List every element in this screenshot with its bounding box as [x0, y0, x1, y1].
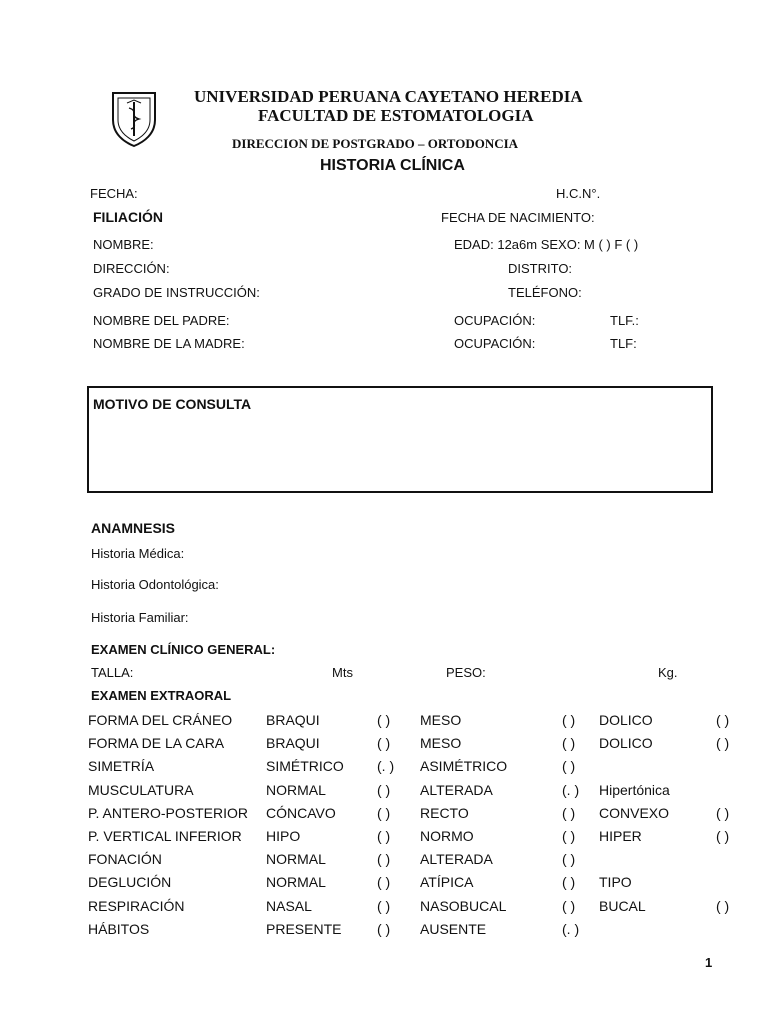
hcn-label: H.C.N°. [556, 186, 601, 201]
option-2-label: RECTO [420, 804, 469, 821]
option-3-checkbox[interactable]: ( ) [716, 804, 730, 821]
examen-extraoral-heading: EXAMEN EXTRAORAL [91, 688, 232, 703]
option-3-label: DOLICO [599, 712, 653, 728]
option-1-checkbox[interactable]: ( ) [377, 781, 391, 798]
university-name: UNIVERSIDAD PERUANA CAYETANO HEREDIA [194, 87, 583, 106]
option-2-label: MESO [420, 735, 462, 752]
option-1-checkbox[interactable]: ( ) [377, 828, 391, 844]
anamnesis-heading: ANAMNESIS [91, 520, 176, 536]
fecha-label: FECHA: [90, 186, 138, 201]
option-3-checkbox[interactable]: ( ) [716, 828, 730, 844]
filiacion-heading: FILIACIÓN [93, 209, 163, 225]
option-3-label: HIPER [599, 828, 642, 844]
option-2-checkbox[interactable]: (. ) [562, 781, 580, 798]
option-3-label: TIPO [599, 874, 632, 891]
option-1-label: HIPO [266, 828, 301, 844]
option-2-label: NASOBUCAL [420, 897, 507, 914]
option-2-label: ALTERADA [420, 851, 493, 868]
direccion-label: DIRECCIÓN: [93, 261, 170, 276]
option-2-checkbox[interactable]: ( ) [562, 874, 576, 891]
option-1-checkbox[interactable]: ( ) [377, 804, 391, 821]
extraoral-row [0, 851, 768, 869]
option-1-checkbox[interactable]: ( ) [377, 851, 391, 868]
option-3-label: CONVEXO [599, 804, 670, 821]
option-3-checkbox[interactable]: ( ) [716, 897, 730, 914]
option-1-label: SIMÉTRICO [266, 758, 344, 775]
option-3-label: DOLICO [599, 735, 653, 752]
telefono-label: TELÉFONO: [508, 285, 582, 300]
extraoral-row [0, 782, 768, 800]
extraoral-row-label: FONACIÓN [88, 851, 162, 868]
option-1-checkbox[interactable]: ( ) [377, 735, 391, 752]
extraoral-row [0, 828, 768, 846]
extraoral-row-label: FORMA DE LA CARA [88, 735, 225, 752]
extraoral-row-label: MUSCULATURA [88, 781, 194, 798]
option-1-label: NORMAL [266, 851, 326, 868]
option-2-label: ALTERADA [420, 781, 493, 798]
grado-instruccion-label: GRADO DE INSTRUCCIÓN: [93, 285, 260, 300]
faculty-name: FACULTAD DE ESTOMATOLOGIA [258, 106, 534, 125]
historia-medica-label: Historia Médica: [91, 546, 185, 561]
option-2-checkbox[interactable]: ( ) [562, 828, 576, 844]
option-2-label: ATÍPICA [420, 874, 474, 891]
option-1-label: NASAL [266, 897, 312, 914]
nombre-madre-label: NOMBRE DE LA MADRE: [93, 336, 245, 351]
extraoral-row-label: P. ANTERO-POSTERIOR [88, 804, 248, 821]
motivo-consulta-title: MOTIVO DE CONSULTA [93, 396, 252, 412]
extraoral-row-label: P. VERTICAL INFERIOR [88, 828, 242, 844]
option-1-checkbox[interactable]: (. ) [377, 758, 395, 775]
nombre-label: NOMBRE: [93, 237, 154, 252]
option-3-label: BUCAL [599, 897, 646, 914]
option-1-label: BRAQUI [266, 735, 320, 752]
option-2-checkbox[interactable]: ( ) [562, 758, 576, 775]
option-2-checkbox[interactable]: ( ) [562, 712, 576, 728]
tlf-madre-label: TLF: [610, 336, 637, 351]
option-1-label: BRAQUI [266, 712, 320, 728]
ocupacion-madre-label: OCUPACIÓN: [454, 336, 536, 351]
option-2-checkbox[interactable]: ( ) [562, 897, 576, 914]
option-1-checkbox[interactable]: ( ) [377, 897, 391, 914]
mts-unit: Mts [332, 665, 353, 680]
edad-sexo-label: EDAD: 12a6m SEXO: M ( ) F ( ) [454, 237, 639, 252]
nombre-padre-label: NOMBRE DEL PADRE: [93, 313, 230, 328]
extraoral-row-label: SIMETRÍA [88, 758, 155, 775]
motivo-consulta-box[interactable] [87, 386, 713, 493]
extraoral-row [0, 874, 768, 892]
option-3-label: Hipertónica [599, 781, 670, 798]
historia-odontologica-label: Historia Odontológica: [91, 577, 219, 592]
kg-unit: Kg. [658, 665, 678, 680]
extraoral-row-label: FORMA DEL CRÁNEO [88, 712, 233, 728]
option-2-label: NORMO [420, 828, 474, 844]
option-2-checkbox[interactable]: ( ) [562, 804, 576, 821]
option-2-label: ASIMÉTRICO [420, 758, 508, 775]
extraoral-row-label: RESPIRACIÓN [88, 897, 185, 914]
extraoral-row [0, 805, 768, 823]
examen-general-heading: EXAMEN CLÍNICO GENERAL: [91, 642, 276, 657]
option-1-checkbox[interactable]: ( ) [377, 874, 391, 891]
option-1-label: CÓNCAVO [266, 804, 336, 821]
option-1-label: PRESENTE [266, 920, 342, 937]
option-3-checkbox[interactable]: ( ) [716, 712, 730, 728]
option-1-checkbox[interactable]: ( ) [377, 920, 391, 937]
option-2-checkbox[interactable]: (. ) [562, 920, 580, 937]
talla-label: TALLA: [91, 665, 134, 680]
extraoral-row-label: DEGLUCIÓN [88, 874, 172, 891]
option-2-checkbox[interactable]: ( ) [562, 735, 576, 752]
fecha-nacimiento-label: FECHA DE NACIMIENTO: [441, 210, 595, 225]
page-title: HISTORIA CLÍNICA [320, 157, 465, 174]
option-3-checkbox[interactable]: ( ) [716, 735, 730, 752]
distrito-label: DISTRITO: [508, 261, 573, 276]
direction-name: DIRECCION DE POSTGRADO – ORTODONCIA [232, 136, 519, 151]
option-1-checkbox[interactable]: ( ) [377, 712, 391, 728]
extraoral-row [0, 758, 768, 776]
option-2-label: AUSENTE [420, 920, 487, 937]
extraoral-row [0, 712, 768, 730]
historia-familiar-label: Historia Familiar: [91, 610, 189, 625]
page-number: 1 [705, 955, 713, 970]
option-2-label: MESO [420, 712, 462, 728]
option-1-label: NORMAL [266, 874, 326, 891]
extraoral-row [0, 921, 768, 939]
option-1-label: NORMAL [266, 781, 326, 798]
extraoral-row [0, 898, 768, 916]
ocupacion-padre-label: OCUPACIÓN: [454, 313, 536, 328]
extraoral-row-label: HÁBITOS [88, 920, 150, 937]
option-2-checkbox[interactable]: ( ) [562, 851, 576, 868]
tlf-padre-label: TLF.: [610, 313, 639, 328]
university-crest-icon [110, 90, 158, 148]
peso-label: PESO: [446, 665, 486, 680]
extraoral-row [0, 735, 768, 753]
